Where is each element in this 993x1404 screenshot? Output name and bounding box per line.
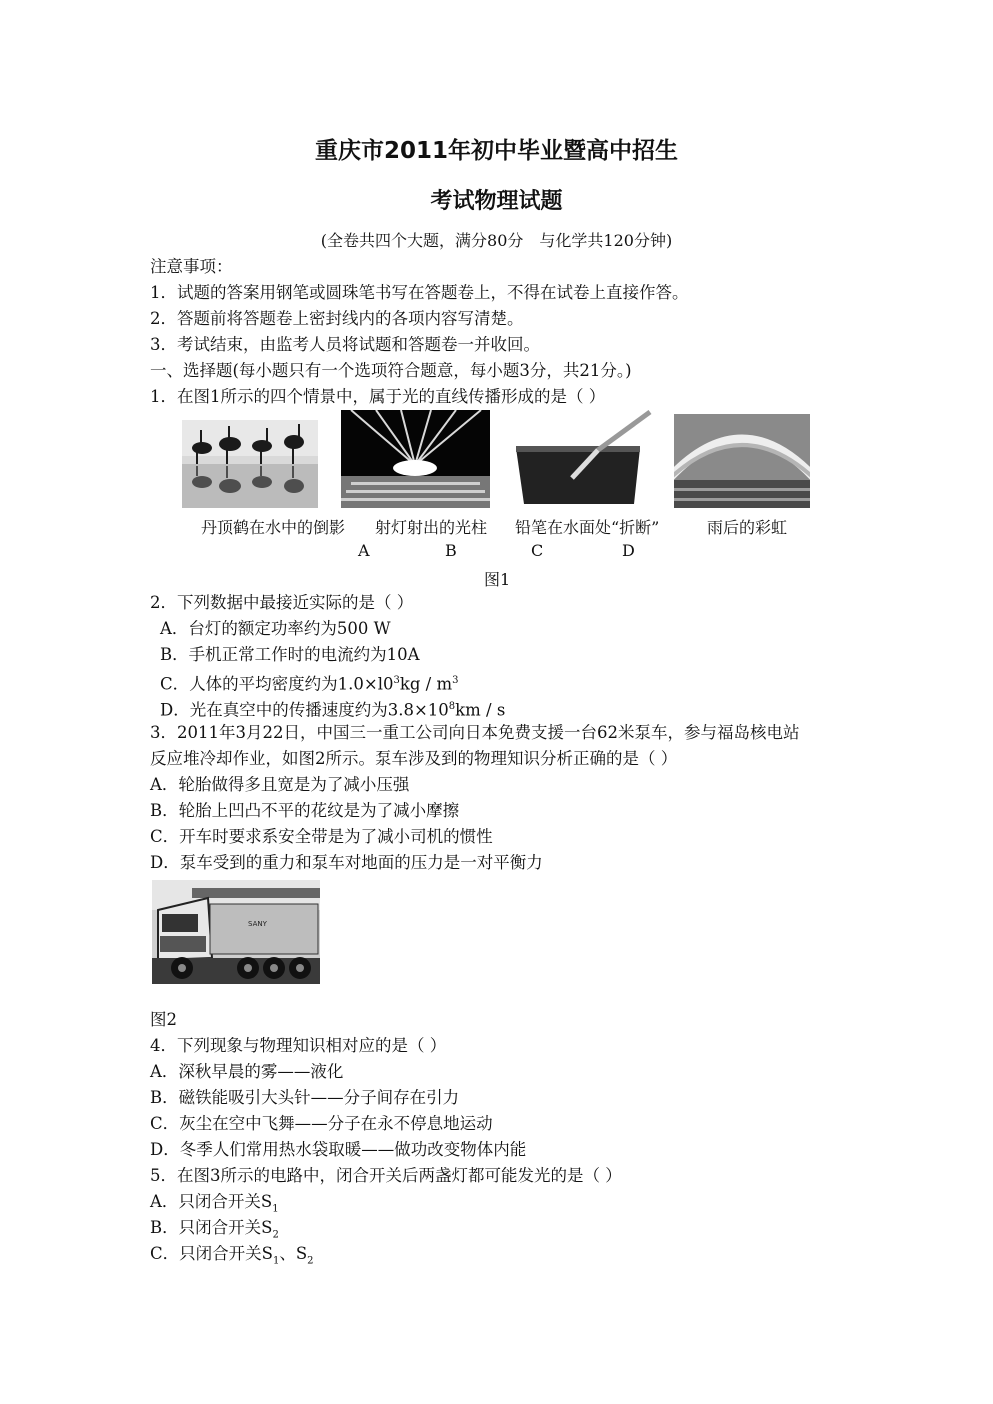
- question-3-stem: 3．2011年3月22日，中国三一重工公司向日本免费支援一台62米泵车，参与福岛核电站: [150, 723, 800, 742]
- pump-truck-photo: [152, 880, 320, 984]
- figure-caption: 丹顶鹤在水中的倒影: [201, 518, 346, 537]
- option-letter: D: [622, 541, 635, 560]
- notice-heading: 注意事项：: [150, 257, 233, 276]
- question-4-stem: 4．下列现象与物理知识相对应的是（ ）: [150, 1036, 447, 1055]
- question-3-stem-cont: 反应堆冷却作业，如图2所示。泵车涉及到的物理知识分析正确的是（ ）: [150, 749, 678, 768]
- exam-title: 重庆市2011年初中毕业暨高中招生: [314, 138, 678, 164]
- exam-subtitle: (全卷共四个大题，满分80分 与化学共120分钟): [320, 231, 673, 250]
- option-d: D．泵车受到的重力和泵车对地面的压力是一对平衡力: [150, 853, 543, 872]
- figure-caption: 射灯射出的光柱: [375, 518, 488, 537]
- figure-caption: 铅笔在水面处“折断”: [515, 518, 660, 537]
- notice-item: 1．试题的答案用钢笔或圆珠笔书写在答题卷上，不得在试卷上直接作答。: [150, 283, 689, 302]
- truck-brand-text: SANY: [248, 920, 267, 928]
- exam-subject-title: 考试物理试题: [430, 189, 563, 214]
- option-c: C．人体的平均密度约为$1.0\times l0^3kg / m^3$: [160, 674, 459, 694]
- figure-2-label: 图2: [150, 1010, 177, 1029]
- option-a: A．台灯的额定功率约为500 W: [160, 619, 391, 638]
- question-5-stem: 5．在图3所示的电路中，闭合开关后两盏灯都可能发光的是（ ）: [150, 1166, 622, 1185]
- option-letter: A: [358, 541, 370, 560]
- option-b: B．手机正常工作时的电流约为10A: [160, 645, 420, 664]
- figure-1-label: 图1: [484, 570, 511, 589]
- figure-caption: 雨后的彩虹: [707, 518, 788, 537]
- option-a: A．轮胎做得多且宽是为了减小压强: [150, 775, 410, 794]
- option-a: A．只闭合开关$S_1$: [150, 1192, 279, 1215]
- option-b: B．轮胎上凹凸不平的花纹是为了减小摩擦: [150, 801, 460, 820]
- pencil-in-water-photo: [512, 410, 654, 508]
- option-c: C．开车时要求系安全带是为了减小司机的惯性: [150, 827, 493, 846]
- option-b: B．只闭合开关$S_2$: [150, 1218, 279, 1241]
- option-a: A．深秋早晨的雾——液化: [150, 1062, 344, 1081]
- notice-item: 3．考试结束，由监考人员将试题和答题卷一并收回。: [150, 335, 540, 354]
- rainbow-photo: [674, 414, 810, 508]
- notice-item: 2．答题前将答题卷上密封线内的各项内容写清楚。: [150, 309, 524, 328]
- option-c: C．只闭合开关$S_1$、$S_2$: [150, 1244, 314, 1267]
- section-heading: 一、选择题(每小题只有一个选项符合题意，每小题3分，共21分。): [150, 361, 632, 380]
- option-d: D．冬季人们常用热水袋取暖——做功改变物体内能: [150, 1140, 527, 1159]
- option-d: D．光在真空中的传播速度约为$3.8\times 10^8km / s$: [160, 700, 506, 720]
- option-letter: C: [531, 541, 544, 560]
- question-2-stem: 2．下列数据中最接近实际的是（ ）: [150, 593, 414, 612]
- option-b: B．磁铁能吸引大头针——分子间存在引力: [150, 1088, 460, 1107]
- option-letter: B: [445, 541, 457, 560]
- option-c: C．灰尘在空中飞舞——分子在永不停息地运动: [150, 1114, 493, 1133]
- question-1-stem: 1．在图1所示的四个情景中，属于光的直线传播形成的是（ ）: [150, 387, 606, 406]
- crane-reflection-photo: [182, 420, 318, 508]
- spotlight-beam-photo: [341, 410, 490, 508]
